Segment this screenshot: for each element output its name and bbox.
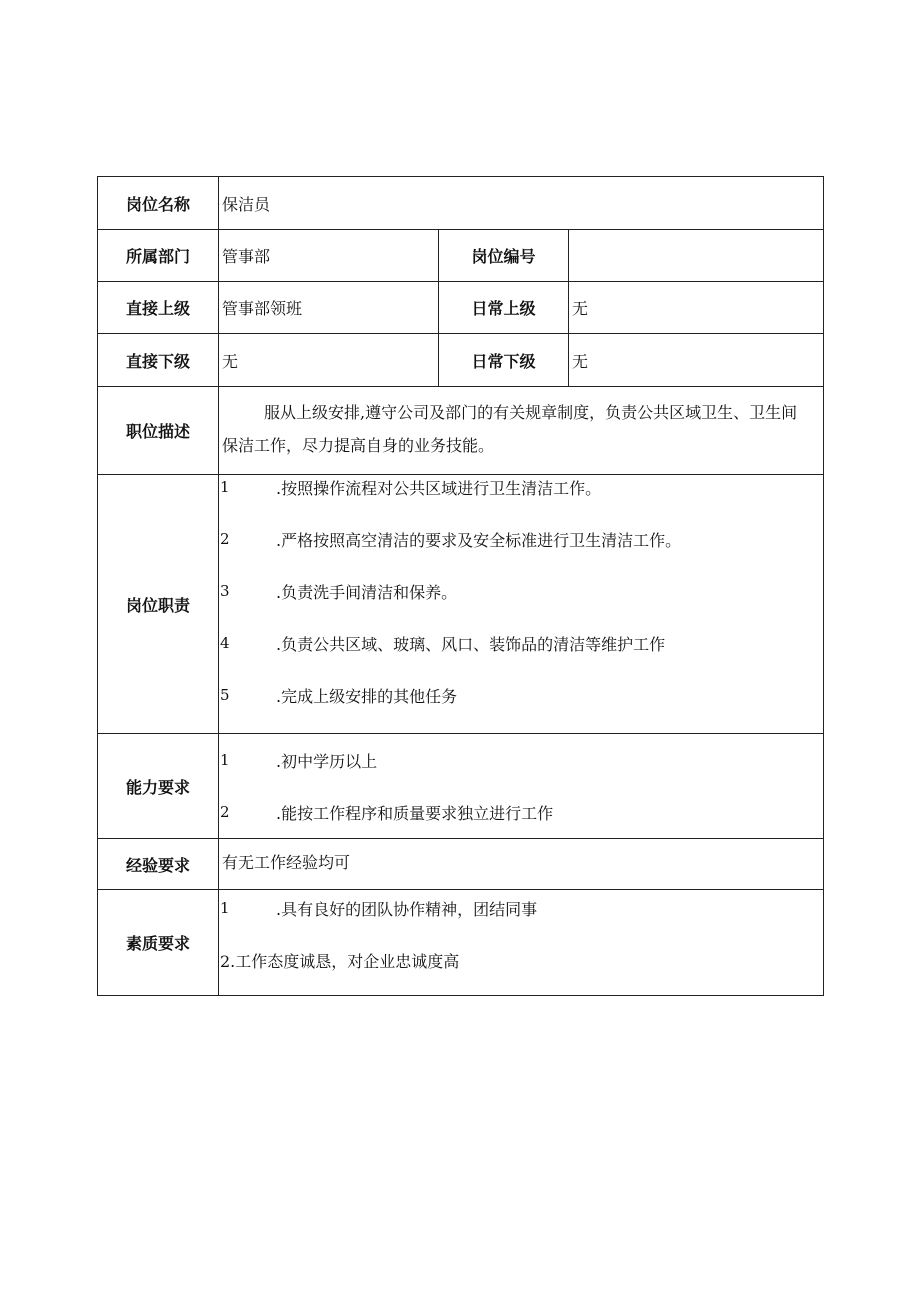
row-subordinate [98, 334, 824, 387]
item-number: 1 [220, 478, 230, 496]
item-number: 4 [220, 634, 230, 652]
ability-label: 能力要求 [98, 734, 219, 839]
item-number: 5 [220, 686, 230, 704]
item-number: 2 [220, 803, 230, 821]
direct-superior-value: 管事部领班 [219, 282, 439, 334]
job-title-value: 保洁员 [219, 177, 824, 230]
list-item [220, 461, 823, 513]
ability-list [219, 734, 824, 839]
item-text: .按照操作流程对公共区域进行卫生清洁工作。 [276, 478, 602, 498]
item-text: .完成上级安排的其他任务 [276, 686, 458, 706]
description-label: 职位描述 [98, 387, 219, 475]
experience-value: 有无工作经验均可 [219, 839, 824, 890]
item-text: .严格按照高空清洁的要求及安全标准进行卫生清洁工作。 [276, 530, 682, 550]
item-text: .负责公共区域、玻璃、风口、装饰品的清洁等维护工作 [276, 634, 666, 654]
list-item [220, 786, 823, 838]
department-label: 所属部门 [98, 230, 219, 282]
duties-label: 岗位职责 [98, 475, 219, 734]
row-quality [98, 890, 824, 996]
item-number: 1 [220, 751, 230, 769]
list-item [220, 882, 823, 934]
item-text: 2.工作态度诚恳，对企业忠诚度高 [220, 951, 460, 971]
job-description-table [97, 176, 824, 996]
direct-subordinate-label: 直接下级 [98, 334, 219, 387]
list-item [220, 513, 823, 565]
experience-label: 经验要求 [98, 839, 219, 890]
list-item [220, 565, 823, 617]
department-value: 管事部 [219, 230, 439, 282]
item-text: .能按工作程序和质量要求独立进行工作 [276, 803, 554, 823]
row-job-title [98, 177, 824, 230]
row-department [98, 230, 824, 282]
daily-superior-value: 无 [569, 282, 824, 334]
daily-superior-label: 日常上级 [439, 282, 569, 334]
position-code-label: 岗位编号 [439, 230, 569, 282]
row-ability [98, 734, 824, 839]
duties-list [219, 475, 824, 734]
direct-superior-label: 直接上级 [98, 282, 219, 334]
row-duties [98, 475, 824, 734]
list-item [220, 617, 823, 669]
item-text: .具有良好的团队协作精神，团结同事 [276, 899, 538, 919]
list-item [220, 734, 823, 786]
daily-subordinate-value: 无 [569, 334, 824, 387]
item-text: .初中学历以上 [276, 751, 378, 771]
item-number: 1 [220, 899, 230, 917]
direct-subordinate-value: 无 [219, 334, 439, 387]
job-title-label: 岗位名称 [98, 177, 219, 230]
item-number: 2 [220, 530, 230, 548]
quality-label: 素质要求 [98, 890, 219, 996]
list-item [220, 669, 823, 721]
position-code-value [569, 230, 824, 282]
row-superior [98, 282, 824, 334]
description-text: 服从上级安排,遵守公司及部门的有关规章制度，负责公共区域卫生、卫生间保洁工作，尽力提高自身的业务技能。 [219, 387, 824, 475]
list-item [220, 934, 823, 986]
daily-subordinate-label: 日常下级 [439, 334, 569, 387]
item-number: 3 [220, 582, 230, 600]
quality-list [219, 890, 824, 996]
item-text: .负责洗手间清洁和保养。 [276, 582, 458, 602]
